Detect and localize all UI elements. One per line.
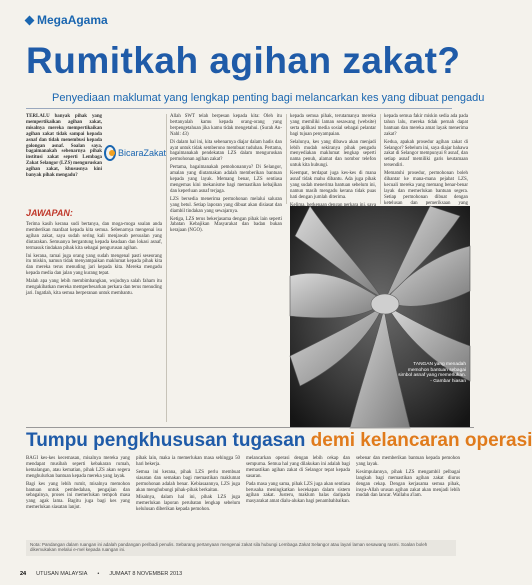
column-paragraph: Mematuhi prosedur, permohonan boleh dihantar ke mana-mana pejabat LZS, kecuali mereka yang memang benar-benar layak dan memerlukan bantuan segera. Setiap permohonan dibuat dengan ketelusan dan pemeriksaan yang — [384, 171, 468, 206]
column-paragraph: kepada semua fakir miskin sedia ada pada tahun lalu, mereka tidak pernah dapat bantuan dan mereka amat layak menerima zakat? — [384, 114, 468, 137]
secondary-headline-part2: demi kelancaran operasi — [310, 430, 532, 451]
column-paragraph: Pada masa yang sama, pihak LZS juga akan sentiasa berusaha meningkatkan kecekapan dalam sistem agihan zakat. Justeru, maklum balas daripada masyarakat amat dialu-alukan bagi penambahbaikan. — [246, 481, 350, 505]
section-prefix: Mega — [37, 13, 68, 27]
answer-column-4 — [384, 114, 468, 204]
column-divider — [286, 114, 287, 204]
bicara-zakat-logo — [104, 138, 166, 168]
column-paragraph: Misalnya, dalam hal ini, pihak LZS juga memerlukan laporan perubatan lengkap sebelum kelulusan diberikan kepada pemohon. — [136, 495, 240, 513]
column-paragraph: Keempat, terdapat juga kes-kes di mana asnaf tidak mahu dibantu. Ada juga pihak yang sudah menerima bantuan sebelum ini, namun masih mengadu kerana tidak puas hati dengan jumlah diterima. — [290, 171, 376, 200]
column-paragraph: pihak lain, maka ia memerlukan masa sehingga 50 hari bekerja. — [136, 456, 240, 467]
editorial-note: Nota: Pandangan dalam ruangan ini adalah pandangan peribadi penulis. Sebarang pertanyaan mengenai zakat sila hubungi Lembaga Zakat Selangor atau layari laman sesawang rasmi. Soalan boleh dikemukakan melalui e-mel kepada ruangan ini. — [26, 540, 456, 556]
lower-column-1 — [26, 456, 130, 538]
column-paragraph: sebenar dan memberikan bantuan kepada pemohon yang layak. — [356, 456, 460, 467]
answer-paragraph: Malah apa yang lebih membimbangkan, wujudnya salah faham itu mengakibatkan mereka memperbesarkan perkara dan terus menuding jari. Ingatlah, kita semua berperanan untuk membantu. — [26, 279, 162, 296]
lower-column-4 — [356, 456, 460, 538]
zakat-logo-icon — [104, 145, 116, 161]
answer-column-2 — [170, 114, 282, 422]
column-paragraph: Allah SWT telah berpesan kepada kita: Oleh itu bertanyalah kamu kepada orang-orang yang berpengetahuan jika kamu tidak mengetahui. (Surah An-Nahl: 43) — [170, 114, 282, 137]
page-number: 24 — [20, 571, 27, 577]
separator-bullet-icon: • — [97, 571, 100, 577]
column-paragraph: Pertama, bagaimanakah pemohonannya? Di Selangor, amalan yang diutamakan adalah memberikan bantuan kepada yang layak. Memang benar, LZS sentiasa mengemas kini mekanisme bagi memastikan kebajikan dan keperluan asnaf terjaga. — [170, 165, 282, 194]
publication-date: JUMAAT 8 NOVEMBER 2013 — [109, 571, 183, 577]
question-column — [26, 114, 102, 206]
answer-column-1 — [26, 222, 162, 422]
question-text: TERLALU banyak pihak yang mempertikaikan agihan zakat, misalnya mereka mempertikaikan agihan zakat tidak sampai kepada asnaf dan tidak menembusi kepada golongan asnaf. Soalan saya, bagaimanakah sebenarnya pihak institusi zakat seperti Lembaga Zakat Selangor (LZS) menguruskan agihan zakat, khususnya kini banyak pihak mengadu? — [26, 114, 102, 179]
column-paragraph: BAGI kes-kes kecemasan, misalnya mereka yang mendapat musibah seperti kebakaran rumah, kemalangan, atau kematian, pihak LZS akan segera menghulurkan bantuan kepada mereka yang layak. — [26, 456, 130, 479]
hands-photo — [290, 206, 470, 428]
answer-label: JAWAPAN: — [26, 208, 73, 218]
answer-paragraph: Terima kasih kerana sudi bertanya, dan moga-moga soalan anda memberikan manfaat kepada kita semua. Sebenarnya mengenai isu agihan zakat, saya sudah sering kali menjawab persoalan yang diutarakan. Semuanya bergantung kepada keadaan dan lokasi asnaf, termasuk tindakan pihak kita sebagai pengurusan agihan. — [26, 222, 162, 251]
section-tab-diamond-icon — [25, 15, 35, 25]
column-paragraph: Ketiga, LZS terus bekerjasama dengan pihak lain seperti Jabatan Kebajikan Masyarakat dan badan bukan kerajaan (NGO). — [170, 216, 282, 234]
column-divider — [380, 114, 381, 204]
logo-text: BicaraZakat — [117, 148, 166, 158]
column-paragraph: Bagi kes yang lebih rumit, misalnya memohon bantuan untuk pembedahan, pengajian dan sebagainya, proses ini memerlukan tempoh masa yang agak lama. Bagitu juga bagi kes yang memerlukan siasatan lanjut. — [26, 481, 130, 511]
column-paragraph: Selalunya, kes yang dibawa akan menjadi lebih mudah sekiranya pihak pengadu menyediakan maklumat lengkap seperti nama penuh, alamat dan nombor telefon untuk kita hubungi. — [290, 139, 376, 169]
column-paragraph: Semua ini kerana, pihak LZS perlu membuat siasatan dan semakan bagi memastikan maklumat permohonan adalah benar. Kebiasaannya, LZS juga akan menghubungi pihak-pihak berkaitan. — [136, 469, 240, 493]
column-paragraph: kepada semua pihak, terutamanya mereka yang memiliki laman sesawang (website) serta aplikasi media sosial sebagai pelantar bagi tujuan penyampaian. — [290, 114, 376, 137]
lower-section-rule — [26, 427, 474, 428]
headline-rule — [26, 108, 452, 109]
secondary-headline-part1: Tumpu pengkhususan tugasan — [26, 430, 311, 451]
column-paragraph: Di dalam hal ini, kita sebenarnya diajar dalam hadis dan ayat untuk tidak semberono membuat tuduhan. Pertama, bagaimanakah pendekatan LZS dalam menguruskan permohonan agihan zakat? — [170, 139, 282, 163]
page-footer — [20, 571, 460, 577]
section-name: Agama — [67, 13, 108, 27]
answer-column-3 — [290, 114, 376, 204]
headline: Rumitkah agihan zakat? — [26, 40, 461, 81]
section-tab — [26, 13, 108, 27]
column-paragraph: LZS bersedia menerima permohonan melalui saluran yang betul. Setiap laporan yang dibuat akan disiasat dan diambil tindakan yang sewajarnya. — [170, 196, 282, 214]
secondary-headline — [26, 430, 532, 452]
column-paragraph: Kedua, apakah prosedur agihan zakat di Selangor? Sebelum ini, saya diajar bahawa zakat di Selangor mempunyai 8 asnaf, dan setiap asnaf memiliki garis keutamaan tersendiri. — [384, 139, 468, 169]
photo-caption: TANGAN yang menadah memohon bantuan sebagai simbol asnaf yang memerlukan. - Gambar hiasan — [398, 362, 466, 384]
answer-paragraph: Ini kerana, ramai juga orang yang sudah mengenal pasti seseorang itu miskin, namun tidak menyampaikan maklumat kepada pihak kita dan mereka terus menuding jari kepada kita. Mereka mengadu kepada media dan jalan yang kurang tepat. — [26, 253, 162, 277]
hands-photo-illustration — [290, 206, 470, 428]
lower-column-3 — [246, 456, 350, 538]
lower-column-2 — [136, 456, 240, 538]
subheadline: Penyediaan maklumat yang lengkap penting bagi melancarkan kes yang dibuat pengadu — [52, 92, 485, 104]
column-paragraph: melancarkan operasi dengan lebih cekap dan sempurna. Semua hal yang dilakukan ini adalah bagi memastikan agihan zakat di Selangor tepat kepada sasaran. — [246, 456, 350, 479]
newspaper-name: UTUSAN MALAYSIA — [36, 571, 88, 577]
column-paragraph: Kesimpulannya, pihak LZS mengambil pelbagai langkah bagi memastikan agihan zakat diurus dengan cekap. Dengan kerjasama semua pihak, insya-Allah urusan agihan zakat akan menjadi lebih mudah dan lancar. Wallahu a'lam. — [356, 469, 460, 499]
column-divider — [166, 114, 167, 422]
